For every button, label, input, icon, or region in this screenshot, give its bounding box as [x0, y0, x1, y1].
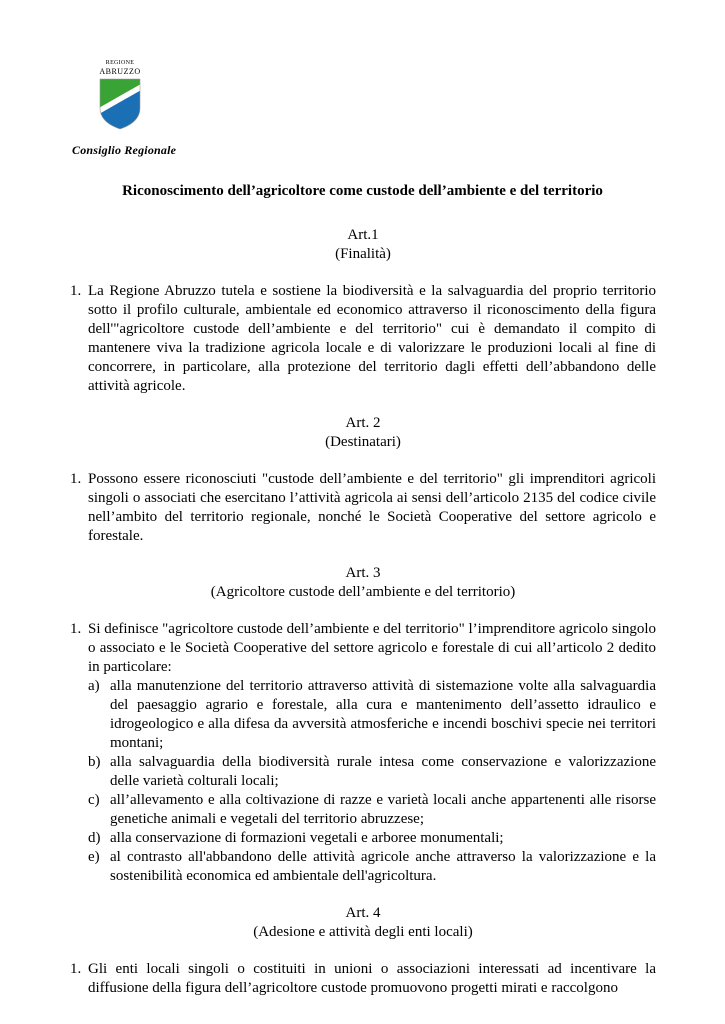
council-name: Consiglio Regionale [72, 143, 177, 157]
paragraph-number: 1. [70, 283, 82, 299]
item-text: alla salvaguardia della biodiversità rurale intesa come conservazione e valorizzazione delle varietà colturali locali; [110, 754, 656, 789]
logo-line2: ABRUZZO [99, 67, 141, 76]
item-text: al contrasto all'abbandono delle attività agricole anche attraverso la valorizzazione e la sostenibilità economica ed ambientale dell'agricoltura. [110, 849, 656, 884]
paragraph-number: 1. [70, 471, 82, 487]
item-letter: c) [88, 792, 100, 808]
document-title: Riconoscimento dell’agricoltore come custode dell’ambiente e del territorio [122, 183, 603, 199]
article-paragraph [70, 620, 656, 677]
item-letter: a) [88, 678, 100, 694]
item-letter: b) [88, 754, 101, 770]
region-logo [96, 60, 144, 130]
article-subtitle: (Destinatari) [325, 434, 401, 450]
article-paragraph [70, 470, 656, 546]
item-text: alla manutenzione del territorio attraverso attività di sistemazione volte alla salvaguardia del paesaggio agrario e forestale, alla cura e mantenimento dell’assetto idraulico e idrogeologico e alla difesa da avversità atmosferiche e incendi boschivi specie nei territori montani; [110, 678, 656, 751]
item-text: all’allevamento e alla coltivazione di razze e varietà locali anche appartenenti alle risorse genetiche animali e vegetali del territorio abruzzese; [110, 792, 656, 827]
item-letter: d) [88, 830, 101, 846]
list-item [88, 677, 656, 753]
paragraph-text: Possono essere riconosciuti "custode dell’ambiente e del territorio" gli imprenditori agricoli singoli o associati che esercitano l’attività agricola ai sensi dell’articolo 2135 del codice civile nell’ambito del territorio regionale, nonché le Società Cooperative del settore agricolo e forestale. [88, 471, 656, 544]
article-subtitle: (Adesione e attività degli enti locali) [253, 924, 473, 940]
paragraph-number: 1. [70, 621, 82, 637]
article-subtitle: (Finalità) [335, 246, 391, 262]
list-item [88, 753, 656, 791]
article-paragraph [70, 960, 656, 998]
region-shield-icon [99, 78, 141, 130]
item-text: alla conservazione di formazioni vegetali e arboree monumentali; [110, 830, 504, 846]
item-letter: e) [88, 849, 100, 865]
article-heading: Art. 4 [345, 905, 381, 921]
article-heading: Art.1 [347, 227, 379, 243]
paragraph-text: Si definisce "agricoltore custode dell’ambiente e del territorio" l’imprenditore agricolo singolo o associato e le Società Cooperative del settore agricolo e forestale di cui all’articolo 2 dedito in particolare: [88, 621, 656, 675]
document-body [70, 226, 656, 998]
article-subtitle: (Agricoltore custode dell’ambiente e del territorio) [210, 584, 516, 600]
paragraph-number: 1. [70, 961, 82, 977]
paragraph-text: Gli enti locali singoli o costituiti in unioni o associazioni interessati ad incentivare la diffusione della figura dell’agricoltore custode promuovono progetti mirati e raccolgono [88, 961, 656, 996]
paragraph-text: La Regione Abruzzo tutela e sostiene la biodiversità e la salvaguardia del proprio territorio sotto il profilo culturale, ambientale ed economico attraverso il riconoscimento della figura dell'"agricoltore custode dell’ambiente e del territorio" cui è demandato il compito di mantenere viva la tradizione agricola locale e di valorizzare le produzioni locali al fine di concorrere, in particolare, alla protezione del territorio dagli effetti dell’abbandono delle attività agricole. [88, 283, 656, 394]
logo-line1: REGIONE [105, 60, 135, 66]
list-item [88, 829, 656, 848]
article-paragraph [70, 282, 656, 396]
list-item [88, 848, 656, 886]
article-heading: Art. 3 [345, 565, 381, 581]
list-item [88, 791, 656, 829]
article-heading: Art. 2 [345, 415, 381, 431]
